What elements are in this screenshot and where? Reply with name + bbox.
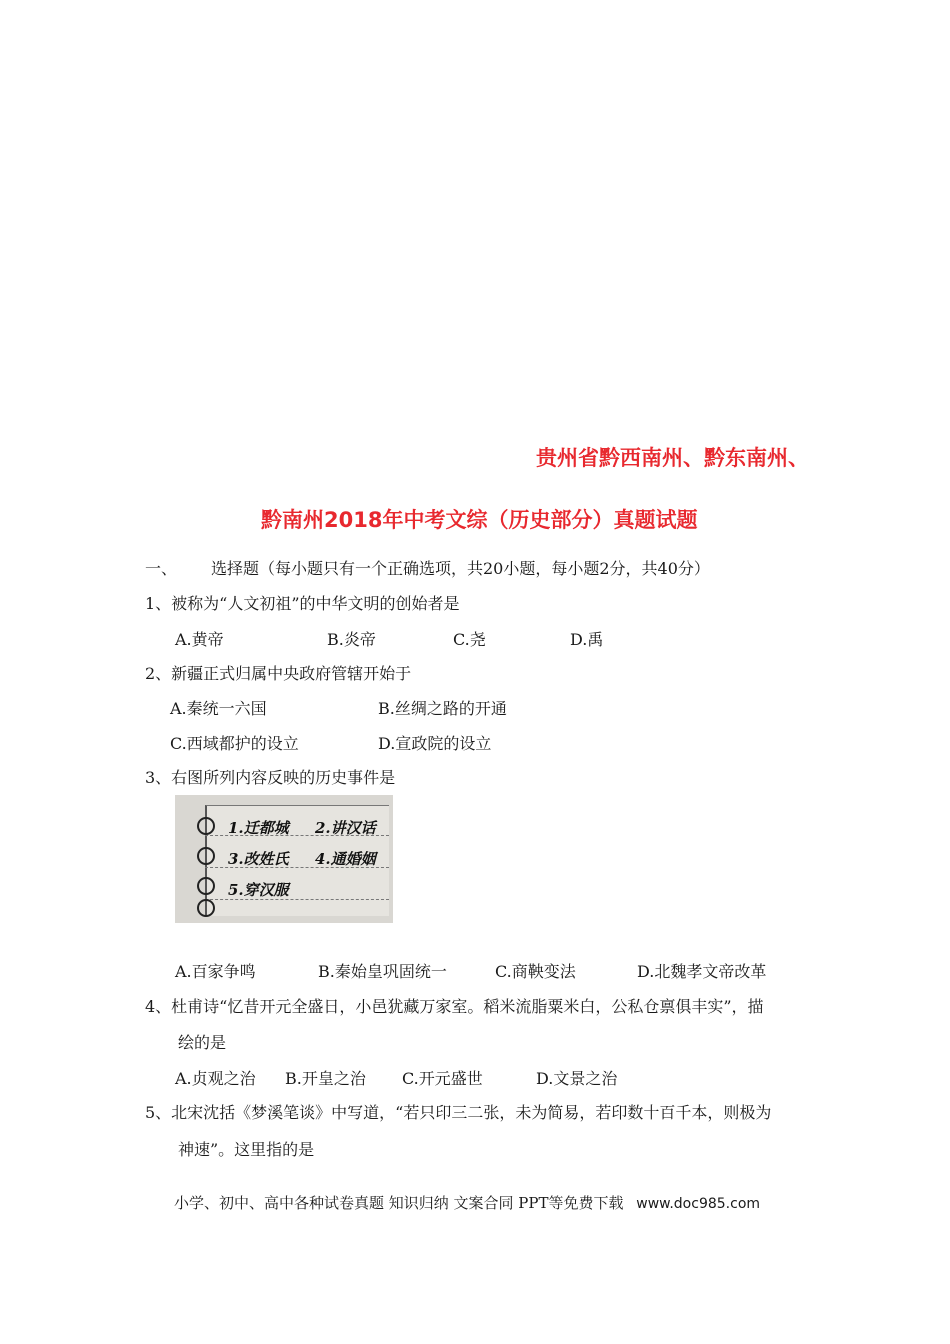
q4-option-b: B.开皇之治 <box>285 1069 366 1088</box>
question-2-stem: 2、新疆正式归属中央政府管辖开始于 <box>145 664 412 683</box>
footer <box>174 1192 760 1213</box>
question-5-stem-line-2: 神速”。这里指的是 <box>178 1140 315 1159</box>
q1-option-c: C.尧 <box>453 630 486 649</box>
notebook-item-1: 1.迁都城 <box>228 819 289 837</box>
q3-option-d: D.北魏孝文帝改革 <box>637 962 767 981</box>
footer-url[interactable]: www.doc985.com <box>636 1196 761 1212</box>
binder-ring-icon <box>197 899 215 917</box>
notebook-item-2: 2.讲汉话 <box>315 819 376 837</box>
q1-option-b: B.炎帝 <box>327 630 376 649</box>
question-4-stem-line-1: 4、杜甫诗“忆昔开元全盛日，小邑犹藏万家室。稻米流脂粟米白，公私仓禀俱丰实”，描 <box>145 997 764 1016</box>
q4-option-d: D.文景之治 <box>536 1069 618 1088</box>
q4-option-c: C.开元盛世 <box>402 1069 483 1088</box>
q1-option-a: A.黄帝 <box>175 630 224 649</box>
notebook-item-3: 3.改姓氏 <box>228 850 289 868</box>
q2-option-b: B.丝绸之路的开通 <box>378 699 507 718</box>
footer-text: 小学、初中、高中各种试卷真题 知识归纳 文案合同 PPT等免费下载 <box>174 1194 624 1212</box>
notebook-item-4: 4.通婚姻 <box>315 850 376 868</box>
notebook-item-5: 5.穿汉服 <box>228 881 289 899</box>
q4-option-a: A.贞观之治 <box>175 1069 256 1088</box>
binder-ring-icon <box>197 847 215 865</box>
binder-ring-icon <box>197 817 215 835</box>
binder-ring-icon <box>197 877 215 895</box>
section-number: 一、 <box>145 559 178 578</box>
notebook-figure <box>175 795 393 923</box>
section-heading: 选择题（每小题只有一个正确选项，共20小题，每小题2分，共40分） <box>211 559 710 578</box>
question-1-stem: 1、被称为“人文初祖”的中华文明的创始者是 <box>145 594 460 613</box>
title-line-2: 黔南州2018年中考文综（历史部分）真题试题 <box>261 508 698 532</box>
q1-option-d: D.禹 <box>570 630 604 649</box>
question-4-stem-line-2: 绘的是 <box>178 1033 227 1052</box>
q2-option-d: D.宣政院的设立 <box>378 734 492 753</box>
q2-option-c: C.西域都护的设立 <box>170 734 299 753</box>
title-line-1: 贵州省黔西南州、黔东南州、 <box>536 446 809 470</box>
q2-option-a: A.秦统一六国 <box>170 699 267 718</box>
q3-option-a: A.百家争鸣 <box>175 962 256 981</box>
question-5-stem-line-1: 5、北宋沈括《梦溪笔谈》中写道，“若只印三二张，未为简易，若印数十百千本，则极为 <box>145 1103 772 1122</box>
question-3-stem: 3、右图所列内容反映的历史事件是 <box>145 768 396 787</box>
q3-option-b: B.秦始皇巩固统一 <box>318 962 447 981</box>
q3-option-c: C.商鞅变法 <box>495 962 576 981</box>
